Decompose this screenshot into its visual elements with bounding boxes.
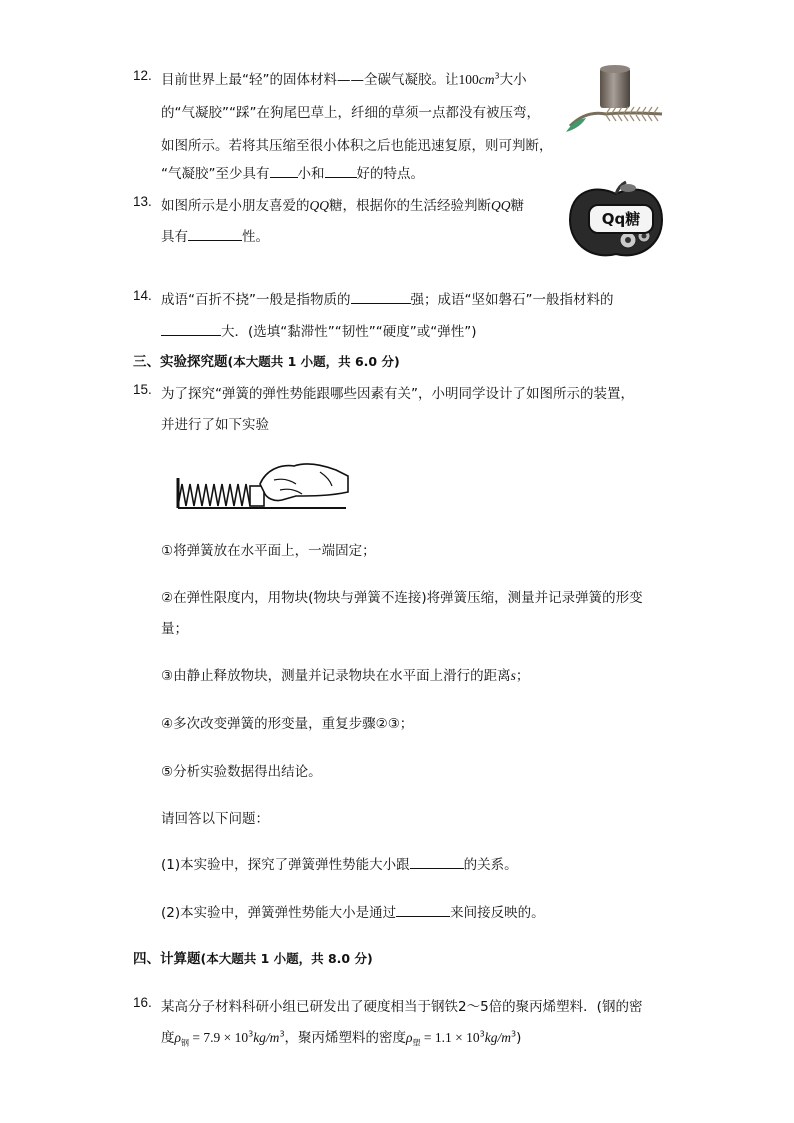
q16-sub-steel: 钢 [180,1038,189,1048]
q13-qq-1: QQ [309,198,329,213]
spring-shape [178,484,250,506]
q15-sub2 [161,901,545,921]
q12-line3: 如图所示。若将其压缩至很小体积之后也能迅速复原，则可判断， [161,138,553,154]
q16-plastic-value: = 1.1 × 10 [420,1030,480,1045]
q12-blank-1[interactable] [270,164,298,178]
section-3-title: 三、实验探究题 [133,354,228,370]
q12-line4 [161,162,424,182]
q13-text-d: 具有 [161,229,188,245]
q15-step2a: ②在弹性限度内，用物块(物块与弹簧不连接)将弹簧压缩，测量并记录弹簧的形变 [161,590,643,606]
q14-line2 [161,320,477,340]
q12-blank-2[interactable] [325,164,357,178]
q12-text-b: 大小 [499,72,527,88]
q15-step1: ①将弹簧放在水平面上，一端固定； [161,543,376,559]
section-4-title: 四、计算题 [133,951,201,967]
aerogel-block-shape [600,68,630,108]
q13-number: 13. [133,194,152,209]
q12-number: 12. [133,68,152,83]
q15-blank-2[interactable] [396,903,450,917]
q12-line1 [161,68,527,88]
q12-text-c: “气凝胶”至少具有 [161,166,270,182]
candy-label: Qq糖 [588,204,654,234]
q14-blank-2[interactable] [161,322,221,336]
q14-blank-1[interactable] [351,290,411,304]
q16-plastic-exp: 3 [479,1029,485,1039]
q15-sub1 [161,853,518,873]
q15-blank-1[interactable] [410,855,464,869]
q16-steel-unit: kg/m [253,1030,280,1045]
section-4-heading [133,947,373,967]
q14-line1 [161,288,614,308]
q15-step3-var: s [510,668,516,683]
q16-text-a: 度 [161,1030,175,1046]
q15-number: 15. [133,382,152,397]
q13-qq-2: QQ [491,198,511,213]
q16-steel-exp: 3 [248,1029,254,1039]
q14-number: 14. [133,288,152,303]
q15-sub1-text-a: (1)本实验中，探究了弹簧弹性势能大小跟 [161,857,410,873]
q13-line2 [161,225,269,245]
spring-hand-diagram [170,450,350,516]
qq-candy-image [566,180,666,262]
section-4-note: (本大题共 1 小题，共 8.0 分) [200,951,373,966]
q15-step3-text: ③由静止释放物块，测量并记录物块在水平面上滑行的距离 [161,668,511,684]
q12-volume-value: 100 [458,72,479,87]
q13-line1 [161,194,524,214]
q13-text-b: 糖，根据你的生活经验判断 [329,198,491,214]
q15-step5: ⑤分析实验数据得出结论。 [161,764,322,780]
q16-text-b: ，聚丙烯塑料的密度 [284,1030,407,1046]
q16-plastic-unit: kg/m [484,1030,511,1045]
q16-steel-value: = 7.9 × 10 [188,1030,249,1045]
q15-sub2-text-b: 来间接反映的。 [450,905,545,921]
q13-blank[interactable] [188,227,242,241]
q16-number: 16. [133,995,152,1010]
section-3-heading [133,350,400,370]
q16-line1: 某高分子材料科研小组已研发出了硬度相当于钢铁2～5倍的聚丙烯塑料．(钢的密 [161,999,643,1015]
q15-step4: ④多次改变弹簧的形变量，重复步骤②③； [161,716,414,732]
q13-text-a: 如图所示是小朋友喜爱的 [161,198,310,214]
q15-step3 [161,664,529,684]
q16-rho-plastic: ρ [406,1030,413,1045]
q16-rho-steel: ρ [174,1030,181,1045]
q16-text-c: ) [516,1030,522,1046]
q12-line2: 的“气凝胶”“踩”在狗尾巴草上，纤细的草须一点都没有被压弯， [161,105,540,121]
hand-shape [260,464,348,501]
q13-text-e: 性。 [242,229,269,245]
q16-steel-unit-exp: 3 [279,1029,285,1039]
q12-text-a: 目前世界上最“轻”的固体材料——全碳气凝胶。让 [161,72,459,88]
q15-ask: 请回答以下问题： [161,811,269,827]
section-3-note: (本大题共 1 小题，共 6.0 分) [227,354,400,369]
q12-text-e: 好的特点。 [356,166,424,182]
q12-volume-unit: cm [478,72,495,87]
q15-sub2-text-a: (2)本实验中，弹簧弹性势能大小是通过 [161,905,397,921]
q12-text-d: 小和 [297,166,325,182]
q15-step2b: 量； [161,621,188,637]
q12-volume-exp: 3 [494,71,500,81]
q16-sub-plastic: 塑 [412,1038,421,1048]
q15-line1: 为了探究“弹簧的弹性势能跟哪些因素有关”，小明同学设计了如图所示的装置， [161,386,634,402]
q14-text-c: 大．(选填“黏滞性”“韧性”“硬度”或“弹性”) [221,324,477,340]
q14-text-a: 成语“百折不挠”一般是指物质的 [161,292,351,308]
q15-sub1-text-b: 的关系。 [463,857,518,873]
q16-plastic-unit-exp: 3 [510,1029,517,1039]
q16-line2 [161,1026,521,1049]
q14-text-b: 强；成语“坚如磐石”一般指材料的 [410,292,614,308]
aerogel-on-grass-image [566,62,666,136]
q13-text-c: 糖 [510,198,524,214]
q15-line2: 并进行了如下实验 [161,417,269,433]
q15-step3-end: ； [515,668,530,684]
